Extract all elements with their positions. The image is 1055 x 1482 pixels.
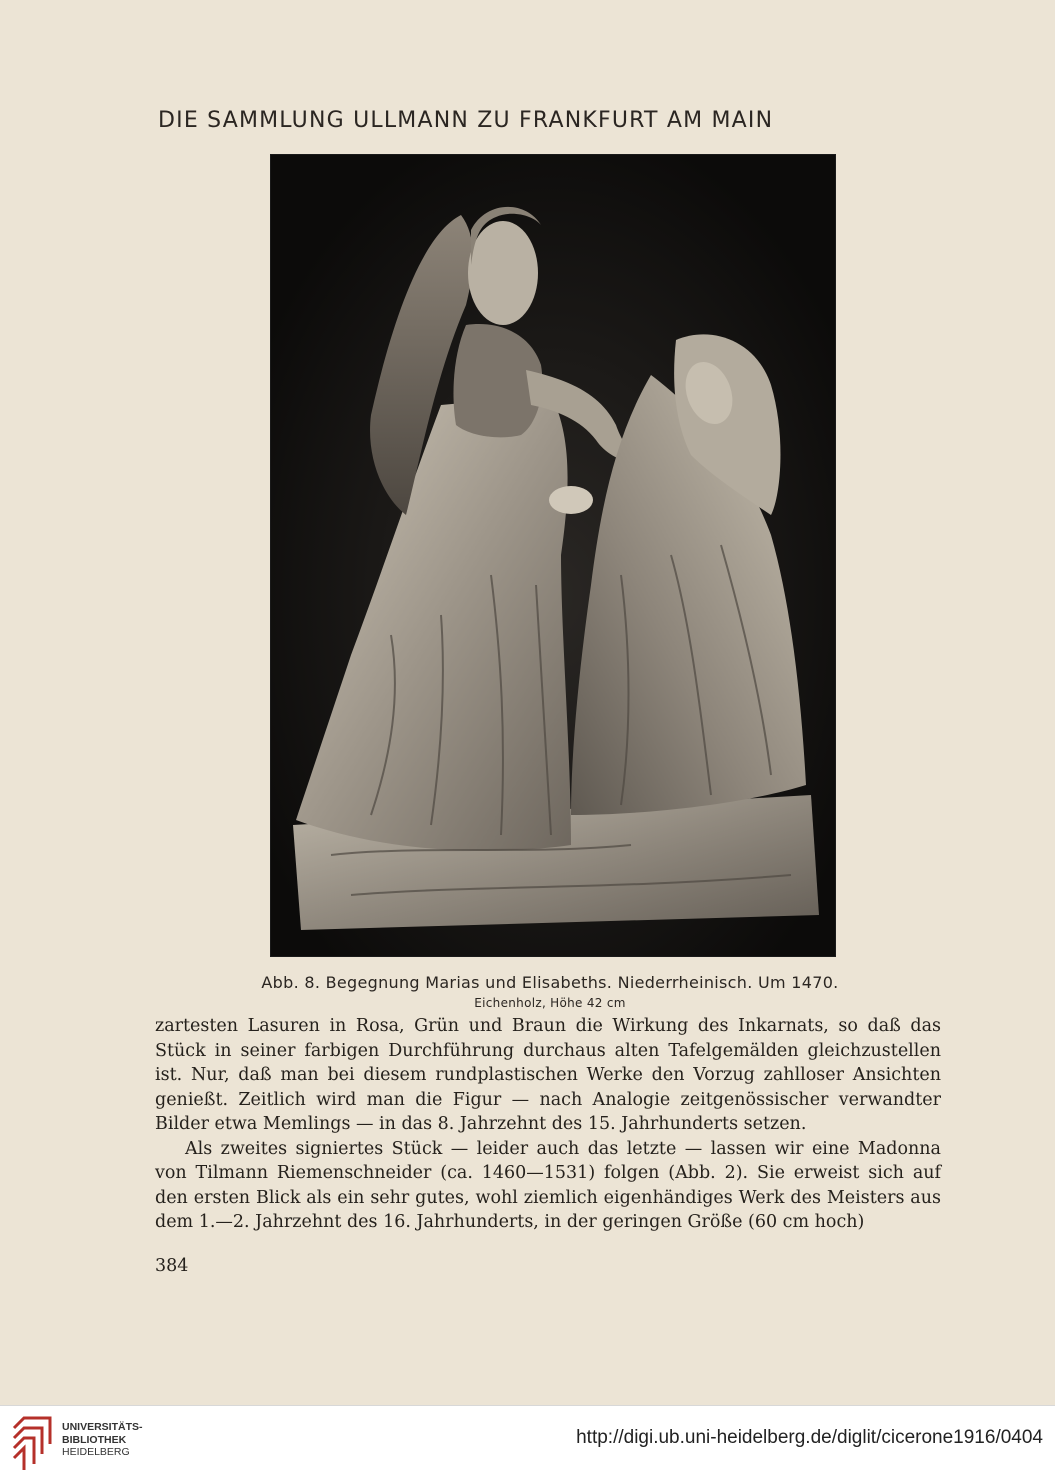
library-logo-icon [10, 1414, 54, 1474]
figure-subcaption: Eichenholz, Höhe 42 cm [474, 996, 626, 1010]
digitization-footer [0, 1405, 1055, 1482]
library-name [62, 1421, 143, 1459]
figure-caption: Abb. 8. Begegnung Marias und Elisabeths. Niederrheinisch. Um 1470. [261, 973, 839, 992]
sculpture-photograph [270, 154, 836, 957]
library-name-line: UNIVERSITÄTS- [62, 1421, 143, 1433]
source-url-link[interactable]: http://digi.ub.uni-heidelberg.de/diglit/cicerone1916/0404 [576, 1427, 1043, 1448]
body-text [155, 1014, 941, 1235]
library-name-line: HEIDELBERG [62, 1446, 130, 1458]
library-name-line: BIBLIOTHEK [62, 1433, 127, 1446]
page-number: 384 [155, 1256, 189, 1276]
paragraph: Als zweites signiertes Stück — leider auch das letzte — lassen wir eine Madonna von Tilmann Riemenschneider (ca. 1460—1531) folgen (Abb. 2). Sie erweist sich auf den ersten Blick als ein sehr gutes, wohl ziemlich eigenhändiges Werk des Meisters aus dem 1.—2. Jahrzehnt des 16. Jahrhunderts, in der geringen Größe (60 cm hoch) [155, 1138, 941, 1232]
running-head: DIE SAMMLUNG ULLMANN ZU FRANKFURT AM MAIN [158, 108, 774, 133]
paragraph: zartesten Lasuren in Rosa, Grün und Braun die Wirkung des Inkarnats, so daß das Stück in seiner farbigen Durchführung durchaus alten Tafelgemälden gleichzustellen ist. Nur, daß man bei diesem rundplastischen Werke den Vorzug zahlloser Ansichten genießt. Zeitlich wird man die Figur — nach Analogie zeitgenössischer verwandter Bilder etwa Memlings — in das 8. Jahrzehnt des 15. Jahrhunderts setzen. [155, 1016, 941, 1134]
